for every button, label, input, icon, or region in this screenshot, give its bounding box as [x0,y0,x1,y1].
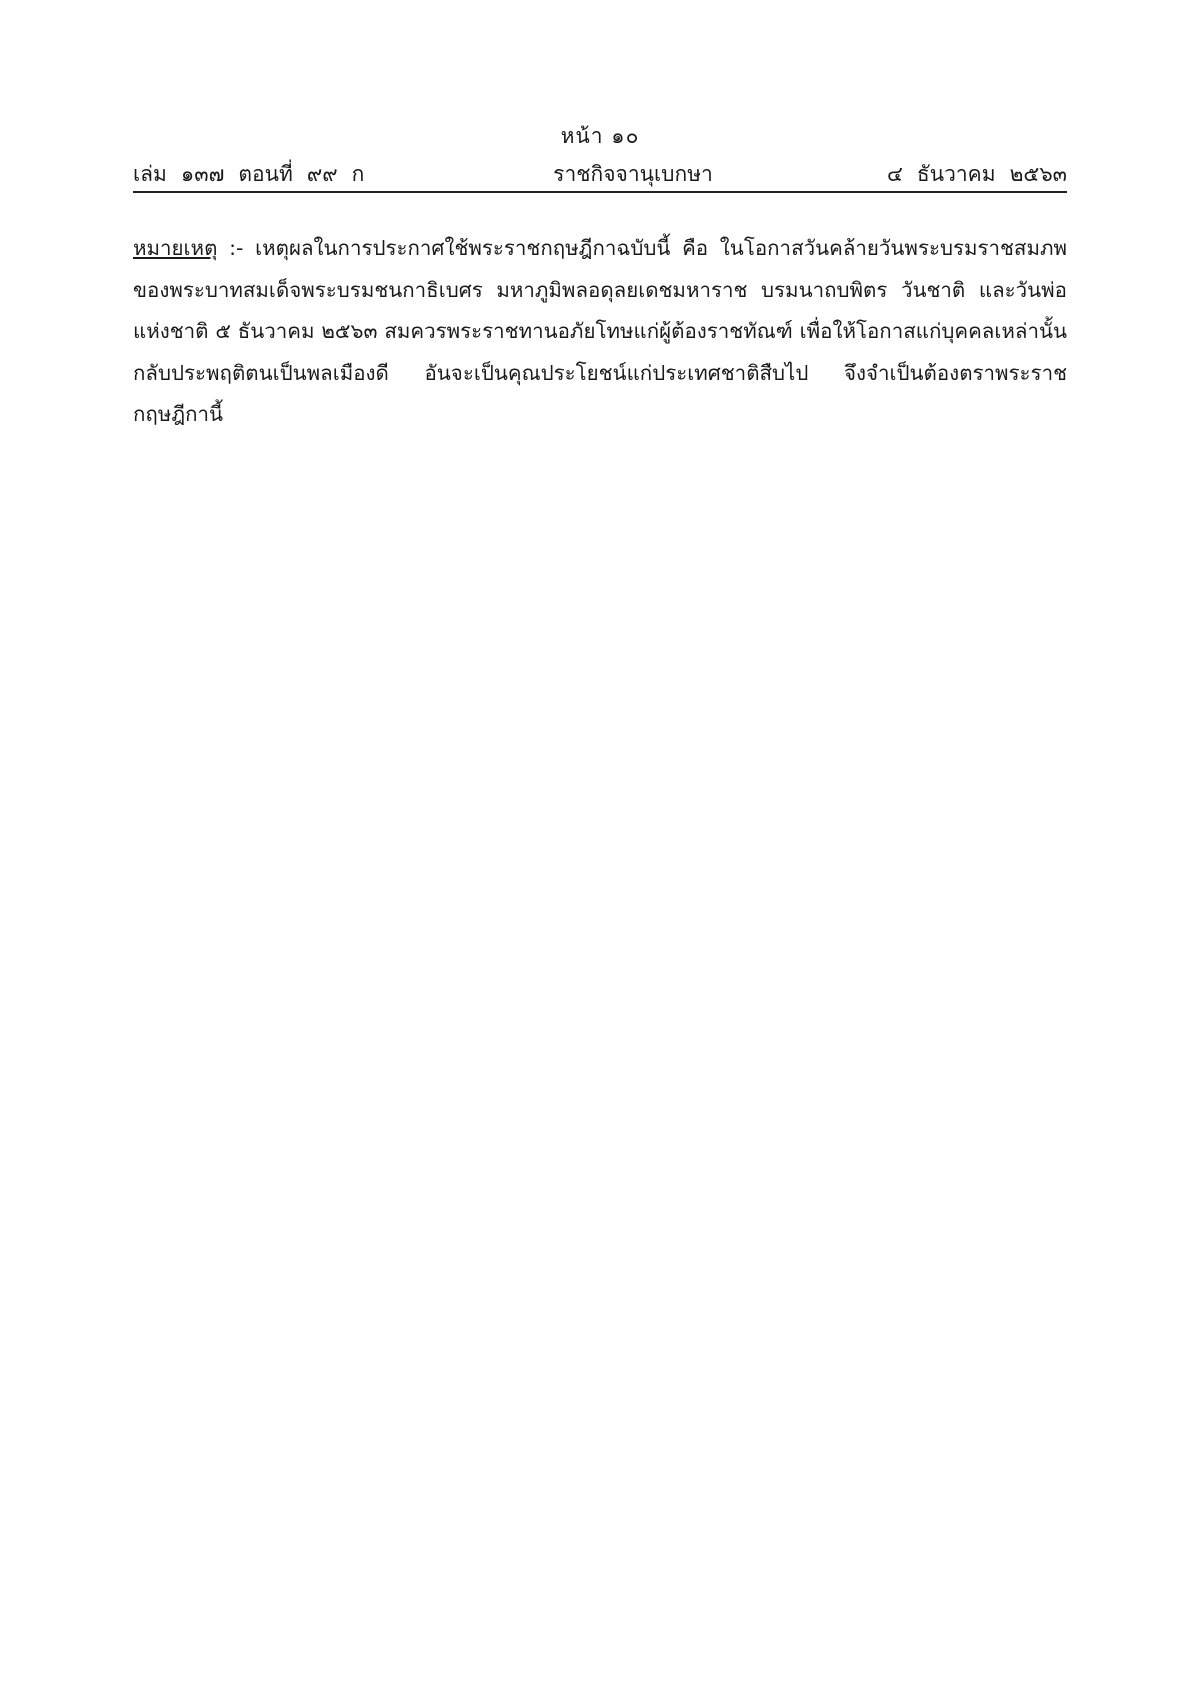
volume-number: ๑๓๗ [180,162,225,186]
remark-paragraph [133,228,1067,436]
remark-separator: :- [217,236,244,260]
volume-issue-info [133,158,378,191]
gazette-header [133,158,1067,188]
publication-date [873,158,1067,191]
date-year: ๒๕๖๓ [1009,162,1067,186]
issue-label: ตอนที่ [238,162,293,186]
remark-text: เหตุผลในการประกาศใช้พระราชกฤษฎีกาฉบับนี้ คือ ในโอกาสวันคล้ายวันพระบรมราชสมภพของพระบาทสมเด็จพระบรมชนกาธิเบศร มหาภูมิพลอดุลยเดชมหาราช บรมนาถบพิตร วันชาติ และวันพ่อแห่งชาติ ๕ ธันวาคม ๒๕๖๓ สมควรพระราชทานอภัยโทษแก่ผู้ต้องราชทัณฑ์ เพื่อให้โอกาสแก่บุคคลเหล่านั้นกลับประพฤติตนเป็นพลเมืองดี อันจะเป็นคุณประโยชน์แก่ประเทศชาติสืบไป จึงจำเป็นต้องตราพระราชกฤษฎีกานี้ [133,236,1067,426]
page-number: หน้า ๑๐ [560,124,640,148]
issue-number: ๙๙ [306,162,338,186]
issue-section: ก [351,162,365,186]
remark-label: หมายเหตุ [133,236,218,260]
header-divider [133,191,1067,193]
publication-title: ราชกิจจานุเบกษา [553,162,713,186]
date-day: ๔ [887,162,903,186]
volume-label: เล่ม [133,162,167,186]
date-month: ธันวาคม [916,162,996,186]
